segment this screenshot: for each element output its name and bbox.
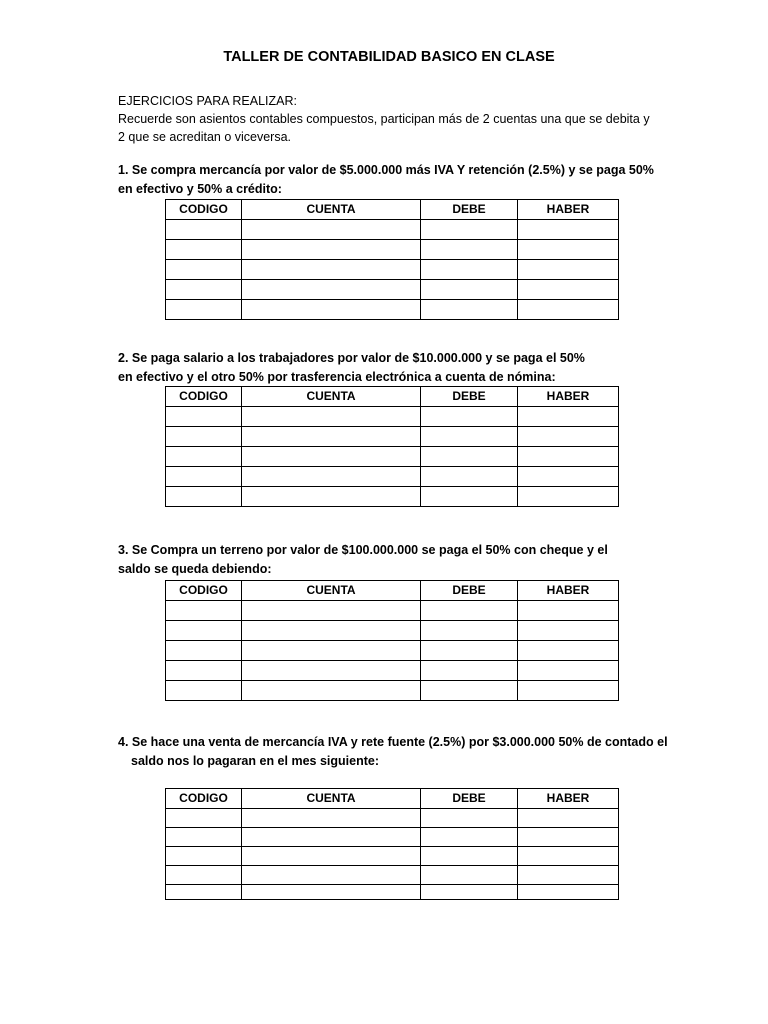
cuenta-cell[interactable] <box>242 260 421 280</box>
debe-cell[interactable] <box>421 467 518 487</box>
codigo-cell[interactable] <box>166 847 242 866</box>
haber-cell[interactable] <box>518 260 619 280</box>
intro-instructions-line1: Recuerde son asientos contables compuestos, participan más de 2 cuentas una que se debita y <box>118 112 650 126</box>
codigo-cell[interactable] <box>166 621 242 641</box>
header-codigo: CODIGO <box>166 581 242 601</box>
cuenta-cell[interactable] <box>242 621 421 641</box>
haber-cell[interactable] <box>518 447 619 467</box>
table-header-row <box>166 387 619 407</box>
header-debe: DEBE <box>421 200 518 220</box>
codigo-cell[interactable] <box>166 427 242 447</box>
table-row <box>166 681 619 701</box>
debe-cell[interactable] <box>421 885 518 900</box>
codigo-cell[interactable] <box>166 407 242 427</box>
debe-cell[interactable] <box>421 828 518 847</box>
cuenta-cell[interactable] <box>242 661 421 681</box>
debe-cell[interactable] <box>421 280 518 300</box>
cuenta-cell[interactable] <box>242 866 421 885</box>
debe-cell[interactable] <box>421 866 518 885</box>
exercise-2-line1: 2. Se paga salario a los trabajadores por valor de $10.000.000 y se paga el 50% <box>118 351 585 365</box>
table-row <box>166 641 619 661</box>
debe-cell[interactable] <box>421 447 518 467</box>
table-row <box>166 300 619 320</box>
exercise-4-line1: 4. Se hace una venta de mercancía IVA y rete fuente (2.5%) por $3.000.000 50% de contado el <box>118 735 668 749</box>
cuenta-cell[interactable] <box>242 447 421 467</box>
debe-cell[interactable] <box>421 809 518 828</box>
table-row <box>166 240 619 260</box>
cuenta-cell[interactable] <box>242 467 421 487</box>
haber-cell[interactable] <box>518 641 619 661</box>
haber-cell[interactable] <box>518 809 619 828</box>
cuenta-cell[interactable] <box>242 681 421 701</box>
header-codigo: CODIGO <box>166 387 242 407</box>
haber-cell[interactable] <box>518 280 619 300</box>
table-row <box>166 407 619 427</box>
haber-cell[interactable] <box>518 621 619 641</box>
codigo-cell[interactable] <box>166 280 242 300</box>
debe-cell[interactable] <box>421 240 518 260</box>
table-row <box>166 828 619 847</box>
codigo-cell[interactable] <box>166 260 242 280</box>
debe-cell[interactable] <box>421 220 518 240</box>
exercise-4-line2: saldo nos lo pagaran en el mes siguiente: <box>131 754 379 768</box>
debe-cell[interactable] <box>421 847 518 866</box>
haber-cell[interactable] <box>518 681 619 701</box>
haber-cell[interactable] <box>518 240 619 260</box>
header-cuenta: CUENTA <box>242 581 421 601</box>
cuenta-cell[interactable] <box>242 240 421 260</box>
exercise-3-ledger-table <box>165 580 619 701</box>
exercise-1-ledger-table <box>165 199 619 320</box>
header-debe: DEBE <box>421 581 518 601</box>
cuenta-cell[interactable] <box>242 300 421 320</box>
debe-cell[interactable] <box>421 300 518 320</box>
haber-cell[interactable] <box>518 427 619 447</box>
table-row <box>166 467 619 487</box>
debe-cell[interactable] <box>421 621 518 641</box>
codigo-cell[interactable] <box>166 300 242 320</box>
cuenta-cell[interactable] <box>242 220 421 240</box>
header-debe: DEBE <box>421 789 518 809</box>
debe-cell[interactable] <box>421 427 518 447</box>
cuenta-cell[interactable] <box>242 407 421 427</box>
haber-cell[interactable] <box>518 847 619 866</box>
exercise-4-ledger-table <box>165 788 619 900</box>
haber-cell[interactable] <box>518 866 619 885</box>
page-title: TALLER DE CONTABILIDAD BASICO EN CLASE <box>223 49 555 65</box>
header-codigo: CODIGO <box>166 200 242 220</box>
codigo-cell[interactable] <box>166 681 242 701</box>
table-row <box>166 885 619 900</box>
header-cuenta: CUENTA <box>242 789 421 809</box>
table-row <box>166 427 619 447</box>
header-cuenta: CUENTA <box>242 200 421 220</box>
haber-cell[interactable] <box>518 220 619 240</box>
intro-text <box>118 92 658 146</box>
haber-cell[interactable] <box>518 487 619 507</box>
exercise-1-text <box>118 161 678 199</box>
header-debe: DEBE <box>421 387 518 407</box>
haber-cell[interactable] <box>518 661 619 681</box>
exercise-3-text <box>118 541 678 579</box>
debe-cell[interactable] <box>421 641 518 661</box>
exercise-3-line2: saldo se queda debiendo: <box>118 562 272 576</box>
table-row <box>166 487 619 507</box>
header-codigo: CODIGO <box>166 789 242 809</box>
codigo-cell[interactable] <box>166 447 242 467</box>
table-row <box>166 866 619 885</box>
table-row <box>166 809 619 828</box>
debe-cell[interactable] <box>421 407 518 427</box>
cuenta-cell[interactable] <box>242 847 421 866</box>
cuenta-cell[interactable] <box>242 885 421 900</box>
debe-cell[interactable] <box>421 487 518 507</box>
cuenta-cell[interactable] <box>242 601 421 621</box>
table-header-row <box>166 200 619 220</box>
cuenta-cell[interactable] <box>242 641 421 661</box>
codigo-cell[interactable] <box>166 220 242 240</box>
codigo-cell[interactable] <box>166 467 242 487</box>
cuenta-cell[interactable] <box>242 280 421 300</box>
cuenta-cell[interactable] <box>242 828 421 847</box>
haber-cell[interactable] <box>518 300 619 320</box>
exercise-2-line2: en efectivo y el otro 50% por trasferencia electrónica a cuenta de nómina: <box>118 370 556 384</box>
table-row <box>166 280 619 300</box>
codigo-cell[interactable] <box>166 601 242 621</box>
codigo-cell[interactable] <box>166 866 242 885</box>
haber-cell[interactable] <box>518 407 619 427</box>
exercise-1-line1: 1. Se compra mercancía por valor de $5.000.000 más IVA Y retención (2.5%) y se paga 50% <box>118 163 654 177</box>
table-header-row <box>166 581 619 601</box>
codigo-cell[interactable] <box>166 828 242 847</box>
cuenta-cell[interactable] <box>242 809 421 828</box>
debe-cell[interactable] <box>421 260 518 280</box>
header-haber: HABER <box>518 200 619 220</box>
debe-cell[interactable] <box>421 681 518 701</box>
exercise-2-text <box>118 349 678 387</box>
codigo-cell[interactable] <box>166 661 242 681</box>
table-row <box>166 447 619 467</box>
exercise-1-line2: en efectivo y 50% a crédito: <box>118 182 282 196</box>
table-row <box>166 260 619 280</box>
codigo-cell[interactable] <box>166 240 242 260</box>
table-row <box>166 661 619 681</box>
haber-cell[interactable] <box>518 885 619 900</box>
haber-cell[interactable] <box>518 467 619 487</box>
cuenta-cell[interactable] <box>242 427 421 447</box>
haber-cell[interactable] <box>518 601 619 621</box>
debe-cell[interactable] <box>421 601 518 621</box>
codigo-cell[interactable] <box>166 641 242 661</box>
cuenta-cell[interactable] <box>242 487 421 507</box>
header-haber: HABER <box>518 789 619 809</box>
header-haber: HABER <box>518 387 619 407</box>
debe-cell[interactable] <box>421 661 518 681</box>
table-row <box>166 220 619 240</box>
intro-heading: EJERCICIOS PARA REALIZAR: <box>118 94 297 108</box>
header-cuenta: CUENTA <box>242 387 421 407</box>
exercise-2-ledger-table <box>165 386 619 507</box>
exercise-3-line1: 3. Se Compra un terreno por valor de $100.000.000 se paga el 50% con cheque y el <box>118 543 608 557</box>
codigo-cell[interactable] <box>166 487 242 507</box>
intro-instructions-line2: 2 que se acreditan o viceversa. <box>118 130 292 144</box>
table-row <box>166 621 619 641</box>
codigo-cell[interactable] <box>166 885 242 900</box>
exercise-4-text <box>118 733 678 771</box>
table-header-row <box>166 789 619 809</box>
header-haber: HABER <box>518 581 619 601</box>
table-row <box>166 847 619 866</box>
codigo-cell[interactable] <box>166 809 242 828</box>
haber-cell[interactable] <box>518 828 619 847</box>
table-row <box>166 601 619 621</box>
